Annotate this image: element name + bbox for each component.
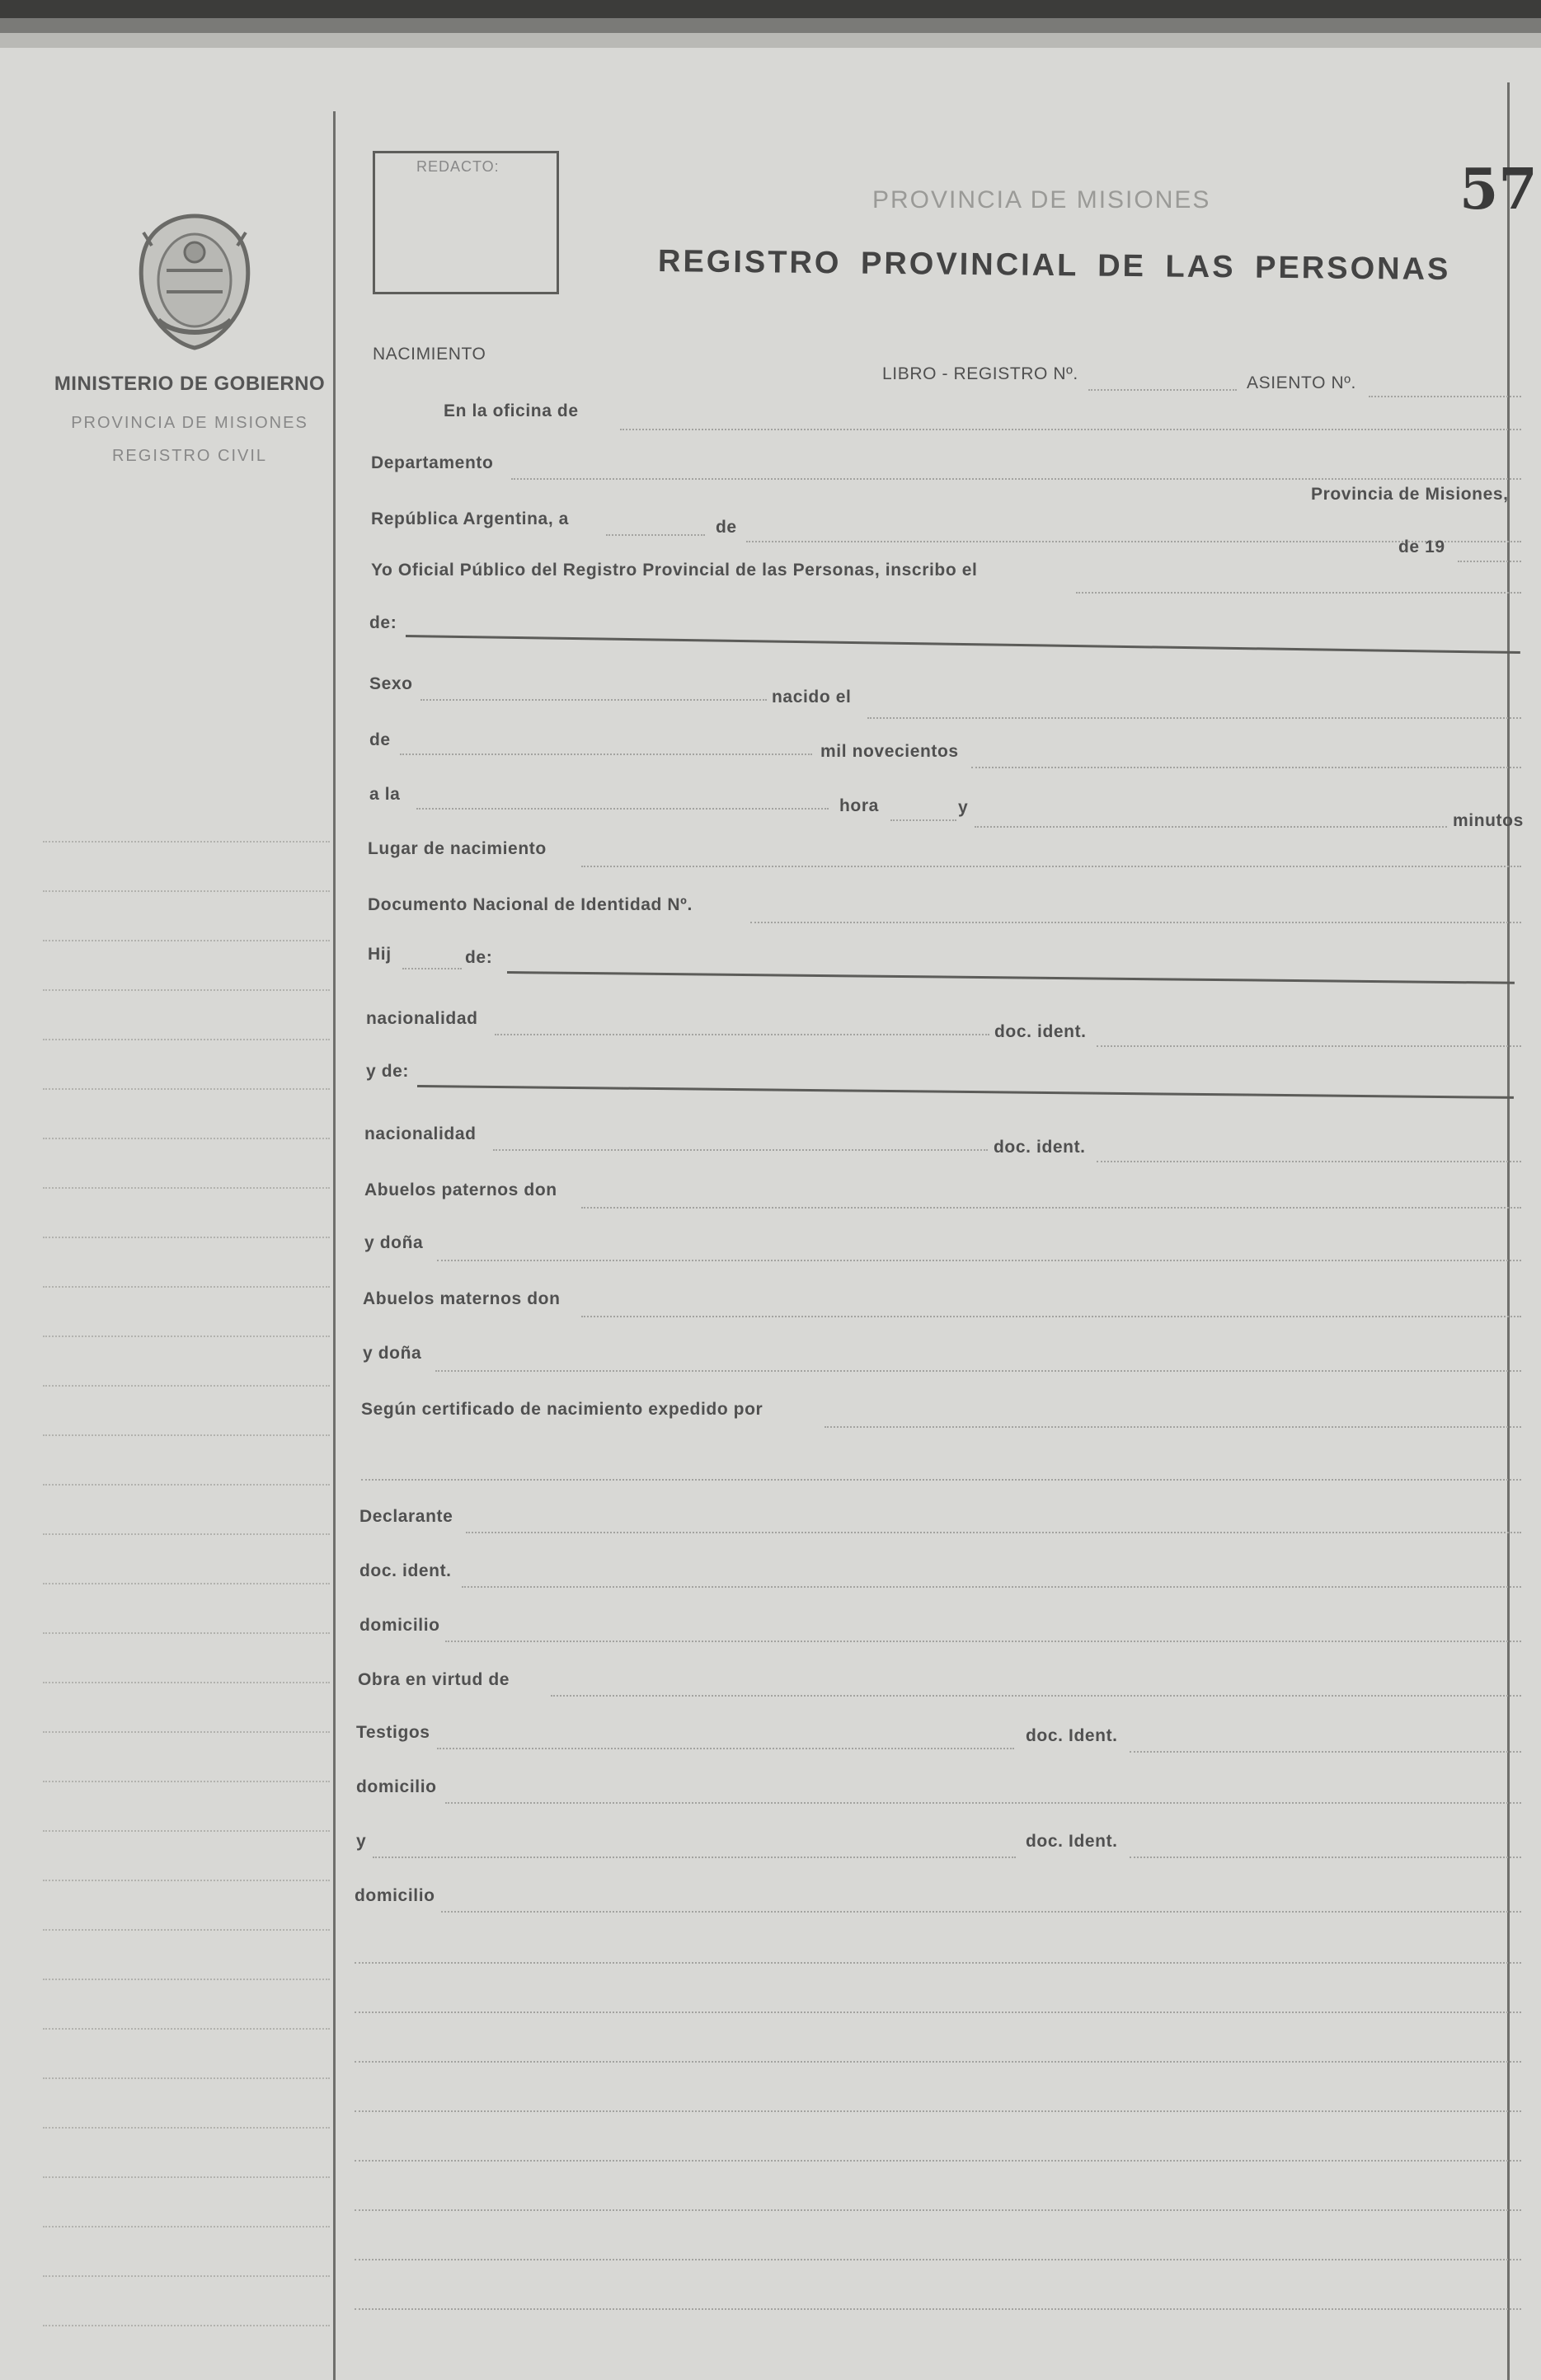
testigo-2-line	[373, 1857, 1016, 1858]
margin-line	[43, 1088, 330, 1090]
notes-line	[355, 2011, 1521, 2013]
doc-ident-testigo-1-label: doc. Ident.	[1026, 1726, 1118, 1745]
declarante-line	[466, 1532, 1521, 1533]
libro-line	[1088, 389, 1237, 391]
mes-line	[400, 753, 812, 755]
redacto-label: REDACTO:	[416, 158, 500, 175]
hij-label: Hij	[368, 945, 392, 964]
doc-ident-padre-line	[1097, 1045, 1521, 1047]
margin-line	[43, 1929, 330, 1931]
margin-line	[43, 1336, 330, 1337]
margin-line	[43, 1979, 330, 1980]
de-19-label: de 19	[1398, 537, 1445, 556]
departamento-line	[511, 478, 1521, 480]
abuelo-materno-line	[581, 1316, 1521, 1317]
abuela-paterna-line	[437, 1260, 1521, 1261]
a-la-label: a la	[369, 785, 401, 804]
margin-line	[43, 1434, 330, 1436]
documento-line	[750, 922, 1521, 923]
ministry-name: MINISTERIO DE GOBIERNO	[54, 373, 326, 395]
margin-line	[43, 1039, 330, 1040]
departamento-label: Departamento	[371, 453, 494, 472]
nacionalidad-padre-line	[495, 1034, 989, 1035]
abuelos-paternos-label: Abuelos paternos don	[364, 1181, 557, 1199]
margin-line	[43, 2077, 330, 2079]
fecha-anio-line	[1458, 561, 1521, 562]
abuelo-paterno-line	[581, 1207, 1521, 1209]
doc-ident-declarante-label: doc. ident.	[359, 1561, 452, 1580]
declarante-label: Declarante	[359, 1507, 453, 1526]
margin-line	[43, 2226, 330, 2227]
libro-label: LIBRO - REGISTRO Nº.	[882, 364, 1078, 383]
notes-line	[355, 1962, 1521, 1964]
anio-line	[971, 767, 1521, 768]
nacido-label: nacido el	[772, 688, 852, 706]
hij-line	[402, 968, 462, 969]
y-dona-materna-label: y doña	[363, 1344, 422, 1363]
margin-line	[43, 1731, 330, 1733]
nacido-line	[867, 717, 1521, 719]
margin-line	[43, 1484, 330, 1486]
minutos-label: minutos	[1453, 811, 1524, 830]
oficina-line	[620, 429, 1521, 430]
coat-of-arms-icon	[134, 213, 256, 351]
domicilio-testigo-2-label: domicilio	[355, 1886, 435, 1905]
notes-line	[355, 2308, 1521, 2310]
asiento-line	[1369, 396, 1521, 397]
margin-line	[43, 2325, 330, 2326]
a-la-line	[416, 808, 829, 810]
margin-line	[43, 1682, 330, 1683]
y-de-madre-label: y de:	[366, 1062, 410, 1081]
nacionalidad-madre-label: nacionalidad	[364, 1124, 477, 1143]
margin-line	[43, 890, 330, 892]
nacionalidad-madre-line	[493, 1149, 988, 1151]
y-testigo-2-label: y	[356, 1832, 367, 1851]
segun-certificado-label: Según certificado de nacimiento expedido por	[361, 1400, 763, 1419]
domicilio-testigo-1-line	[445, 1802, 1521, 1804]
oficial-line	[1076, 592, 1521, 594]
segun-certificado-line-2	[361, 1479, 1521, 1481]
minutos-line	[975, 826, 1447, 828]
testigo-1-line	[437, 1748, 1014, 1749]
abuela-materna-line	[435, 1370, 1521, 1372]
provincia-misiones-label: Provincia de Misiones,	[1311, 485, 1509, 504]
header-province: PROVINCIA DE MISIONES	[872, 186, 1211, 214]
margin-line	[43, 1286, 330, 1288]
sexo-label: Sexo	[369, 674, 413, 693]
margin-line	[43, 2275, 330, 2277]
ministry-province: PROVINCIA DE MISIONES	[71, 414, 308, 432]
de-label: de	[716, 518, 737, 537]
doc-ident-madre-label: doc. ident.	[994, 1138, 1086, 1157]
page-top-edge	[0, 0, 1541, 49]
obra-label: Obra en virtud de	[358, 1670, 510, 1689]
margin-line	[43, 1583, 330, 1584]
doc-ident-padre-label: doc. ident.	[994, 1022, 1087, 1041]
domicilio-declarante-label: domicilio	[359, 1616, 440, 1635]
notes-line	[355, 2110, 1521, 2112]
margin-line	[43, 1830, 330, 1832]
de-mes-label: de	[369, 730, 391, 749]
register-page	[0, 48, 1541, 2380]
margin-line	[43, 1187, 330, 1189]
margin-line	[43, 1237, 330, 1238]
notes-line	[355, 2160, 1521, 2162]
doc-ident-testigo-2-line	[1130, 1857, 1521, 1858]
oficial-label: Yo Oficial Público del Registro Provincial de las Personas, inscribo el	[371, 561, 978, 580]
margin-line	[43, 1533, 330, 1535]
documento-label: Documento Nacional de Identidad Nº.	[368, 895, 693, 914]
margin-line	[43, 1880, 330, 1881]
margin-rule-left	[333, 111, 336, 2380]
margin-line	[43, 1385, 330, 1387]
testigos-label: Testigos	[356, 1723, 430, 1742]
margin-line	[43, 1632, 330, 1634]
ministry-registry: REGISTRO CIVIL	[111, 447, 268, 465]
domicilio-testigo-2-line	[441, 1911, 1521, 1913]
y-label: y	[958, 798, 969, 817]
doc-ident-declarante-line	[462, 1586, 1521, 1588]
margin-line	[43, 1781, 330, 1782]
segun-certificado-line	[825, 1426, 1521, 1428]
obra-line	[551, 1695, 1521, 1697]
notes-line	[355, 2209, 1521, 2211]
doc-ident-madre-line	[1097, 1161, 1521, 1162]
hora-label: hora	[839, 796, 879, 815]
page-number: 57	[1459, 157, 1538, 223]
nacionalidad-padre-label: nacionalidad	[366, 1009, 478, 1028]
margin-line	[43, 989, 330, 991]
de-inscrito-label: de:	[369, 613, 397, 632]
abuelos-maternos-label: Abuelos maternos don	[363, 1289, 561, 1308]
y-dona-paterna-label: y doña	[364, 1233, 424, 1252]
margin-rule-right	[1507, 82, 1510, 2380]
margin-line	[43, 841, 330, 843]
domicilio-declarante-line	[445, 1641, 1521, 1642]
notes-line	[355, 2061, 1521, 2063]
de-padre-label: de:	[465, 948, 493, 967]
document-title: REGISTRO PROVINCIAL DE LAS PERSONAS	[657, 244, 1451, 288]
fecha-dia-line	[606, 534, 705, 536]
domicilio-testigo-1-label: domicilio	[356, 1777, 437, 1796]
lugar-label: Lugar de nacimiento	[368, 839, 547, 858]
margin-line	[43, 2028, 330, 2030]
doc-ident-testigo-1-line	[1130, 1751, 1521, 1753]
margin-line	[43, 2127, 330, 2129]
mil-novecientos-label: mil novecientos	[820, 742, 959, 761]
republica-label: República Argentina, a	[371, 509, 569, 528]
hora-line	[890, 819, 956, 821]
margin-line	[43, 1138, 330, 1139]
sexo-line	[420, 699, 767, 701]
doc-ident-testigo-2-label: doc. Ident.	[1026, 1832, 1118, 1851]
lugar-line	[581, 866, 1521, 867]
oficina-label: En la oficina de	[444, 401, 579, 420]
margin-line	[43, 2176, 330, 2178]
notes-line	[355, 2259, 1521, 2260]
asiento-label: ASIENTO Nº.	[1247, 373, 1356, 392]
margin-line	[43, 940, 330, 941]
record-type: NACIMIENTO	[373, 345, 486, 364]
